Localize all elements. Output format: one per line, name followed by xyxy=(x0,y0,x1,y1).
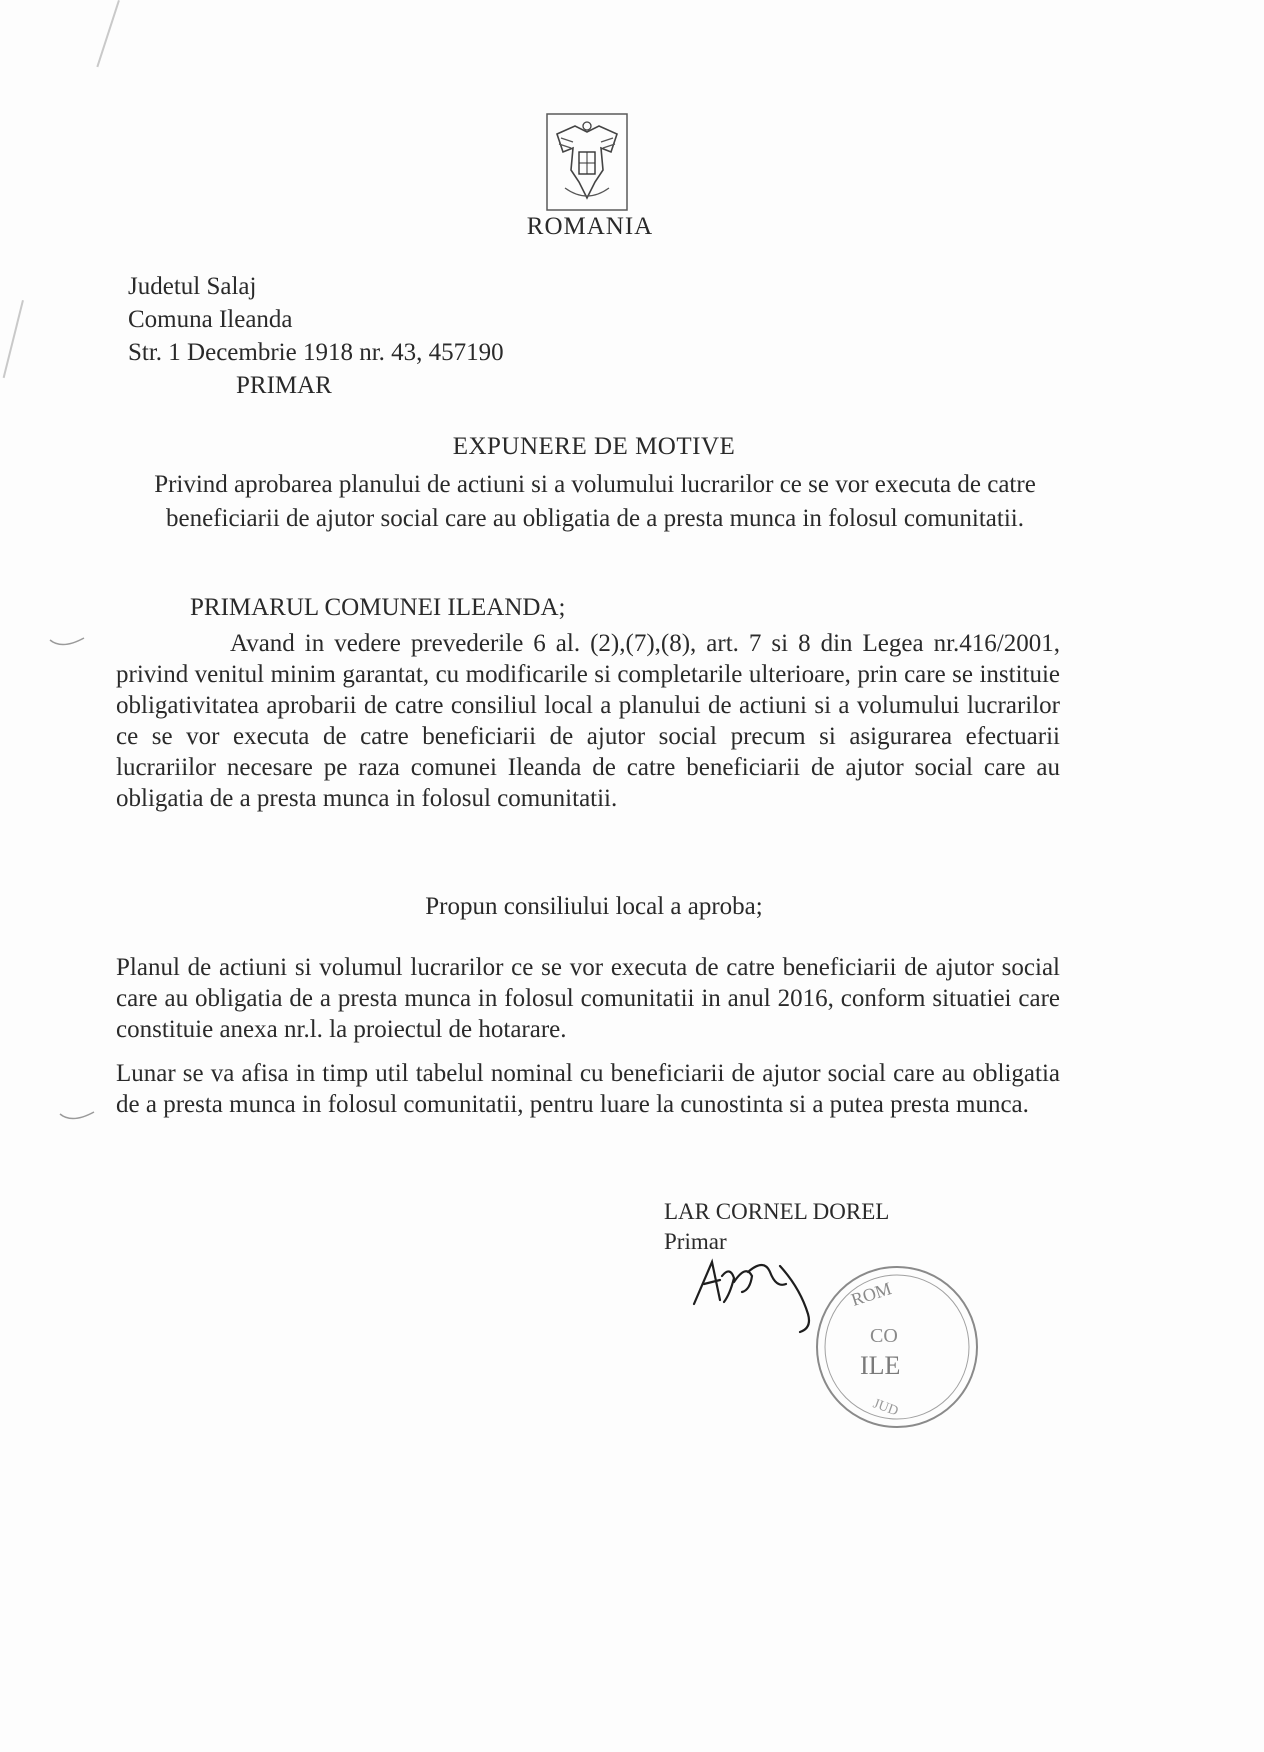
document-title: EXPUNERE DE MOTIVE xyxy=(452,433,736,460)
paragraph-monthly-list: Lunar se va afisa in timp util tabelul nominal cu beneficiarii de ajutor social care au obligatia de a presta munca in folosul comunitatii, pentru luare la cunostinta si a putea presta munca. xyxy=(116,1060,1060,1118)
sender-address xyxy=(128,270,504,402)
commune-line: Comuna Ileanda xyxy=(128,306,293,333)
country-name: ROMANIA xyxy=(526,213,654,240)
official-seal-icon xyxy=(812,1262,982,1432)
signatory-block xyxy=(664,1197,889,1257)
street-line: Str. 1 Decembrie 1918 nr. 43, 457190 xyxy=(128,339,504,366)
proposal-line: Propun consiliului local a aproba; xyxy=(425,893,763,920)
margin-tick-mark xyxy=(48,634,88,654)
signatory-name: LAR CORNEL DOREL xyxy=(664,1199,890,1224)
seal-text-main: ILE xyxy=(860,1351,901,1380)
mayor-intro: PRIMARUL COMUNEI ILEANDA; xyxy=(190,594,566,621)
paragraph-plan: Planul de actiuni si volumul lucrarilor ce se vor executa de catre beneficiarii de ajutor social care au obligatia de a presta munca in folosul comunitatii in anul 2016, conform situatiei care constituie anexa nr.l. la proiectul de hotarare. xyxy=(116,954,1060,1043)
signatory-role: Primar xyxy=(664,1229,727,1254)
margin-tick-mark xyxy=(58,1108,98,1128)
office-line: PRIMAR xyxy=(236,372,332,399)
seal-text-mid: CO xyxy=(870,1325,898,1347)
handwritten-signature xyxy=(690,1254,830,1334)
seal-text-top: ROM xyxy=(848,1278,894,1310)
scan-artifact-line xyxy=(96,0,120,67)
seal-text-bottom: JUD xyxy=(870,1396,901,1420)
document-subject: Privind aprobarea planului de actiuni si a volumului lucrarilor ce se vor executa de catre beneficiarii de ajutor social care au obligatia de a presta munca in folosul comunitatii. xyxy=(154,471,1036,532)
scan-artifact-line xyxy=(3,300,24,378)
coat-of-arms-icon xyxy=(545,112,629,212)
county-line: Judetul Salaj xyxy=(128,273,257,300)
paragraph-considerations: Avand in vedere prevederile 6 al. (2),(7),(8), art. 7 si 8 din Legea nr.416/2001, privind venitul minim garantat, cu modificarile si completarile ulterioare, prin care se instituie obligativitatea aprobarii de catre consiliul local a planului de actiuni si a volumului lucrarilor ce se vor executa de catre beneficiarii de ajutor social precum si asigurarea efectuarii lucrariilor necesare pe raza comunei Ileanda de catre beneficiarii de ajutor social care au obligatia de a presta munca in folosul comunitatii. xyxy=(116,630,1060,812)
